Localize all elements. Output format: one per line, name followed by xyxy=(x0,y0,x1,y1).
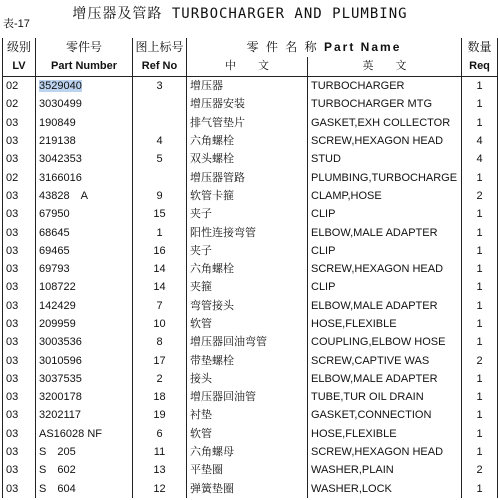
cell-name-cn: 夹子 xyxy=(187,242,308,260)
cell-lv: 03 xyxy=(3,297,36,315)
header-name xyxy=(187,38,462,57)
cell-name-en: GASKET,EXH COLLECTOR xyxy=(308,114,462,132)
page-title: 增压器及管路 TURBOCHARGER AND PLUMBING xyxy=(72,6,408,22)
table-row xyxy=(3,425,498,443)
cell-name-en: WASHER,LOCK xyxy=(308,480,462,498)
cell-ref-no xyxy=(133,114,187,132)
cell-part-number[interactable]: 67950 xyxy=(36,205,133,223)
cell-req: 1 xyxy=(462,315,498,333)
cell-lv: 03 xyxy=(3,406,36,424)
cell-ref-no: 18 xyxy=(133,388,187,406)
cell-req: 1 xyxy=(462,480,498,498)
cell-req: 1 xyxy=(462,425,498,443)
parts-table-body xyxy=(3,77,498,498)
cell-part-number[interactable]: 3010596 xyxy=(36,351,133,369)
cell-part-number[interactable]: S 604 xyxy=(36,480,133,498)
cell-name-cn: 双头螺栓 xyxy=(187,150,308,168)
cell-ref-no: 17 xyxy=(133,351,187,369)
cell-part-number[interactable]: 190849 xyxy=(36,114,133,132)
cell-req: 2 xyxy=(462,187,498,205)
cell-name-cn: 排气管垫片 xyxy=(187,114,308,132)
cell-req: 1 xyxy=(462,260,498,278)
table-row xyxy=(3,297,498,315)
header-req-en: Req xyxy=(462,57,498,77)
cell-lv: 03 xyxy=(3,461,36,479)
cell-part-number[interactable]: 3200178 xyxy=(36,388,133,406)
cell-lv: 03 xyxy=(3,205,36,223)
cell-name-en: TUBE,TUR OIL DRAIN xyxy=(308,388,462,406)
table-row xyxy=(3,278,498,296)
cell-part-number[interactable]: 219138 xyxy=(36,132,133,150)
header-pn-en: Part Number xyxy=(36,57,133,77)
table-row xyxy=(3,333,498,351)
cell-ref-no: 14 xyxy=(133,278,187,296)
cell-name-cn: 软管卡箍 xyxy=(187,187,308,205)
cell-req: 1 xyxy=(462,333,498,351)
cell-name-cn: 六角螺母 xyxy=(187,443,308,461)
cell-req: 1 xyxy=(462,95,498,113)
cell-req: 1 xyxy=(462,297,498,315)
cell-name-cn: 衬垫 xyxy=(187,406,308,424)
cell-name-en: COUPLING,ELBOW HOSE xyxy=(308,333,462,351)
cell-name-en: HOSE,FLEXIBLE xyxy=(308,425,462,443)
header-name-sub-en: 英 文 xyxy=(308,57,462,77)
cell-name-cn: 夹箍 xyxy=(187,278,308,296)
table-number: 表-17 xyxy=(3,18,30,30)
table-row xyxy=(3,260,498,278)
cell-req: 4 xyxy=(462,150,498,168)
cell-name-cn: 增压器回油管 xyxy=(187,388,308,406)
cell-name-en: ELBOW,MALE ADAPTER xyxy=(308,370,462,388)
cell-part-number[interactable] xyxy=(36,77,133,96)
cell-lv: 03 xyxy=(3,150,36,168)
cell-req: 1 xyxy=(462,388,498,406)
cell-part-number[interactable]: 3037535 xyxy=(36,370,133,388)
cell-name-cn: 弯管接头 xyxy=(187,297,308,315)
cell-name-en: CLAMP,HOSE xyxy=(308,187,462,205)
cell-ref-no: 8 xyxy=(133,333,187,351)
cell-req: 1 xyxy=(462,223,498,241)
cell-lv: 03 xyxy=(3,260,36,278)
parts-table xyxy=(2,38,498,498)
table-row xyxy=(3,315,498,333)
cell-lv: 03 xyxy=(3,333,36,351)
cell-name-en: CLIP xyxy=(308,278,462,296)
table-row xyxy=(3,406,498,424)
cell-ref-no: 14 xyxy=(133,260,187,278)
cell-req: 1 xyxy=(462,205,498,223)
cell-lv: 02 xyxy=(3,168,36,186)
cell-lv: 03 xyxy=(3,223,36,241)
cell-req: 1 xyxy=(462,114,498,132)
table-row xyxy=(3,150,498,168)
cell-name-cn: 增压器回油弯管 xyxy=(187,333,308,351)
cell-part-number[interactable]: S 602 xyxy=(36,461,133,479)
cell-name-en: TURBOCHARGER MTG xyxy=(308,95,462,113)
cell-ref-no: 7 xyxy=(133,297,187,315)
header-name-sub-cn: 中 文 xyxy=(187,57,308,77)
cell-ref-no: 6 xyxy=(133,425,187,443)
cell-req: 1 xyxy=(462,278,498,296)
table-row xyxy=(3,132,498,150)
cell-part-number[interactable]: 3166016 xyxy=(36,168,133,186)
cell-name-en: CLIP xyxy=(308,205,462,223)
header-lv-cn: 级别 xyxy=(3,38,36,57)
cell-req: 1 xyxy=(462,406,498,424)
cell-name-cn: 平垫圈 xyxy=(187,461,308,479)
cell-name-cn: 软管 xyxy=(187,425,308,443)
table-row xyxy=(3,351,498,369)
cell-lv: 03 xyxy=(3,425,36,443)
cell-ref-no: 9 xyxy=(133,187,187,205)
cell-part-number[interactable]: 108722 xyxy=(36,278,133,296)
cell-lv: 03 xyxy=(3,480,36,498)
header-ref-cn: 图上标号 xyxy=(133,38,187,57)
cell-part-number[interactable]: 68645 xyxy=(36,223,133,241)
cell-lv: 03 xyxy=(3,370,36,388)
cell-part-number[interactable]: 3030499 xyxy=(36,95,133,113)
cell-ref-no: 11 xyxy=(133,443,187,461)
cell-ref-no: 1 xyxy=(133,223,187,241)
cell-ref-no: 5 xyxy=(133,150,187,168)
cell-name-cn: 增压器 xyxy=(187,77,308,96)
cell-ref-no: 19 xyxy=(133,406,187,424)
cell-req: 1 xyxy=(462,168,498,186)
cell-part-number[interactable]: S 205 xyxy=(36,443,133,461)
cell-name-en: SCREW,CAPTIVE WAS xyxy=(308,351,462,369)
header-row-1 xyxy=(3,38,498,57)
header-name-en: Part Name xyxy=(324,40,402,54)
table-row xyxy=(3,77,498,96)
cell-name-en: ELBOW,MALE ADAPTER xyxy=(308,223,462,241)
header-pn-cn: 零件号 xyxy=(36,38,133,57)
cell-ref-no: 10 xyxy=(133,315,187,333)
cell-name-cn: 弹簧垫圈 xyxy=(187,480,308,498)
cell-part-number[interactable]: 43828 A xyxy=(36,187,133,205)
cell-lv: 03 xyxy=(3,443,36,461)
cell-name-en: GASKET,CONNECTION xyxy=(308,406,462,424)
cell-part-number[interactable]: 69793 xyxy=(36,260,133,278)
cell-name-en: WASHER,PLAIN xyxy=(308,461,462,479)
cell-lv: 03 xyxy=(3,132,36,150)
cell-ref-no: 13 xyxy=(133,461,187,479)
cell-ref-no: 12 xyxy=(133,480,187,498)
table-row xyxy=(3,370,498,388)
cell-name-en: SCREW,HEXAGON HEAD xyxy=(308,260,462,278)
cell-part-number[interactable]: AS16028 NF xyxy=(36,425,133,443)
cell-ref-no: 15 xyxy=(133,205,187,223)
cell-part-number[interactable]: 69465 xyxy=(36,242,133,260)
cell-name-cn: 六角螺栓 xyxy=(187,260,308,278)
cell-req: 1 xyxy=(462,443,498,461)
cell-name-cn: 增压器安装 xyxy=(187,95,308,113)
cell-ref-no: 2 xyxy=(133,370,187,388)
cell-req: 1 xyxy=(462,77,498,96)
cell-name-en: SCREW,HEXAGON HEAD xyxy=(308,443,462,461)
cell-lv: 03 xyxy=(3,315,36,333)
cell-name-en: ELBOW,MALE ADAPTER xyxy=(308,297,462,315)
cell-ref-no: 4 xyxy=(133,132,187,150)
cell-name-cn: 软管 xyxy=(187,315,308,333)
cell-part-number[interactable]: 3003536 xyxy=(36,333,133,351)
cell-lv: 02 xyxy=(3,77,36,96)
cell-name-cn: 阳性连接弯管 xyxy=(187,223,308,241)
table-row xyxy=(3,388,498,406)
cell-name-en: STUD xyxy=(308,150,462,168)
header-req-cn: 数量 xyxy=(462,38,498,57)
table-row xyxy=(3,114,498,132)
cell-lv: 03 xyxy=(3,351,36,369)
table-row xyxy=(3,223,498,241)
header-lv-en: LV xyxy=(3,57,36,77)
cell-name-en: SCREW,HEXAGON HEAD xyxy=(308,132,462,150)
cell-name-en: HOSE,FLEXIBLE xyxy=(308,315,462,333)
table-row xyxy=(3,242,498,260)
cell-name-cn: 接头 xyxy=(187,370,308,388)
table-row xyxy=(3,95,498,113)
cell-part-number[interactable]: 3042353 xyxy=(36,150,133,168)
table-row xyxy=(3,480,498,498)
cell-name-cn: 带垫螺栓 xyxy=(187,351,308,369)
cell-name-en: TURBOCHARGER xyxy=(308,77,462,96)
cell-part-number[interactable]: 209959 xyxy=(36,315,133,333)
cell-lv: 03 xyxy=(3,278,36,296)
cell-name-en: CLIP xyxy=(308,242,462,260)
cell-name-en: PLUMBING,TURBOCHARGE xyxy=(308,168,462,186)
table-row xyxy=(3,443,498,461)
selected-text[interactable]: 3529040 xyxy=(39,80,82,93)
cell-lv: 02 xyxy=(3,95,36,113)
cell-lv: 03 xyxy=(3,388,36,406)
cell-req: 2 xyxy=(462,351,498,369)
cell-name-cn: 增压器管路 xyxy=(187,168,308,186)
cell-ref-no xyxy=(133,95,187,113)
cell-lv: 03 xyxy=(3,242,36,260)
cell-req: 4 xyxy=(462,132,498,150)
cell-ref-no: 3 xyxy=(133,77,187,96)
table-row xyxy=(3,187,498,205)
table-row xyxy=(3,461,498,479)
cell-part-number[interactable]: 3202117 xyxy=(36,406,133,424)
header-name-cn: 零 件 名 称 xyxy=(246,40,319,54)
cell-req: 1 xyxy=(462,242,498,260)
cell-req: 1 xyxy=(462,370,498,388)
cell-name-cn: 夹子 xyxy=(187,205,308,223)
cell-name-cn: 六角螺栓 xyxy=(187,132,308,150)
header-ref-en: Ref No xyxy=(133,57,187,77)
cell-ref-no: 16 xyxy=(133,242,187,260)
table-row xyxy=(3,168,498,186)
cell-part-number[interactable]: 142429 xyxy=(36,297,133,315)
cell-ref-no xyxy=(133,168,187,186)
cell-lv: 03 xyxy=(3,114,36,132)
cell-req: 2 xyxy=(462,461,498,479)
header-row-2 xyxy=(3,57,498,77)
cell-lv: 03 xyxy=(3,187,36,205)
table-row xyxy=(3,205,498,223)
